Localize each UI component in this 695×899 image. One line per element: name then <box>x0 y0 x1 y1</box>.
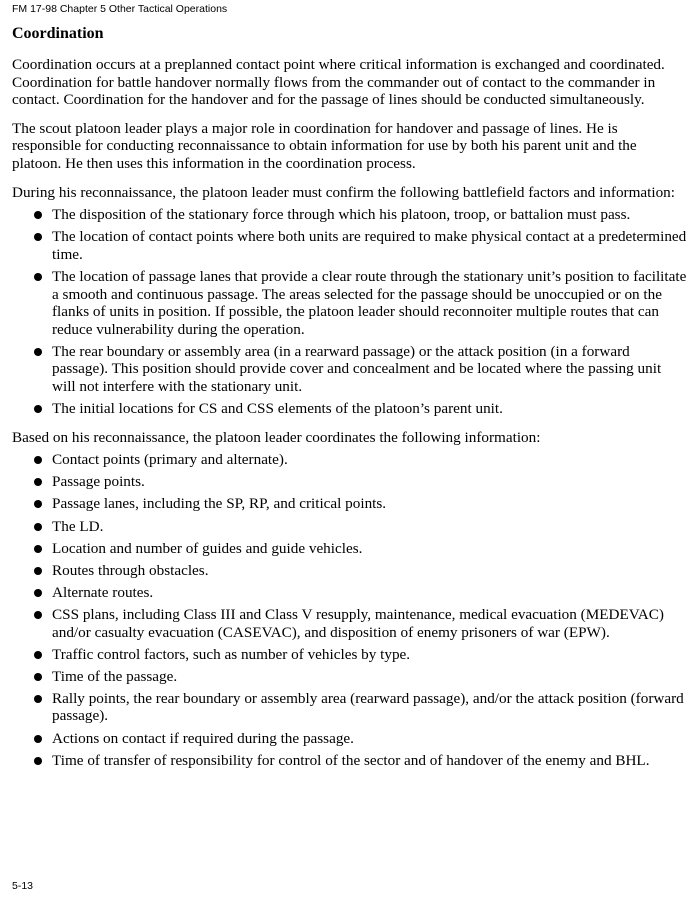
paragraph: The scout platoon leader plays a major role in coordination for handover and passage of lines. He is responsible for conducting reconnaissance to obtain information for use by both his parent unit and the platoon. He then uses this information in the coordination process. <box>12 119 637 172</box>
page-number: 5-13 <box>12 880 34 892</box>
bullet-icon <box>34 273 42 281</box>
bullet-icon <box>34 405 42 413</box>
list-item-text: Passage lanes, including the SP, RP, and critical points. <box>52 495 387 513</box>
paragraph: Coordination occurs at a preplanned contact point where critical information is exchanged and coordinated. Coordination for battle handover normally flows from the commander out of contact to the commander in contact. Coordination for the handover and for the passage of lines should be conducted simultaneously. <box>12 56 665 109</box>
list-item-text: The rear boundary or assembly area (in a rearward passage) or the attack position (in a forward passage). This position should provide cover and concealment and be located where the passing unit will not interfere with the stationary unit. <box>52 342 662 395</box>
bullet-icon <box>34 500 42 508</box>
bullet-icon <box>34 211 42 219</box>
list-item-text: The LD. <box>52 517 104 535</box>
list-item-text: The initial locations for CS and CSS elements of the platoon’s parent unit. <box>52 400 503 418</box>
document-body <box>12 24 688 780</box>
bullet-icon <box>34 233 42 241</box>
list-item <box>52 562 688 580</box>
bullet-icon <box>34 611 42 619</box>
section-title: Coordination <box>12 25 104 42</box>
list-item <box>52 518 688 536</box>
bullet-icon <box>34 735 42 743</box>
coordination-items-list <box>12 451 688 769</box>
paragraph: During his reconnaissance, the platoon leader must confirm the following battlefield factors and information: <box>12 183 675 201</box>
list-item-text: Rally points, the rear boundary or assembly area (rearward passage), and/or the attack position (forward passage). <box>52 689 684 725</box>
list-item <box>52 730 688 748</box>
list-item-text: Time of transfer of responsibility for control of the sector and of handover of the enemy and BHL. <box>52 751 650 769</box>
list-item <box>52 495 688 513</box>
bullet-icon <box>34 478 42 486</box>
bullet-icon <box>34 695 42 703</box>
list-item-text: CSS plans, including Class III and Class V resupply, maintenance, medical evacuation (MEDEVAC) and/or casualty evacuation (CASEVAC), and disposition of enemy prisoners of war (EPW). <box>52 605 664 641</box>
list-item-text: The location of passage lanes that provide a clear route through the stationary unit’s position to facilitate a smooth and continuous passage. The areas selected for the passage should be unoccupied or on the flanks of units in position. If possible, the platoon leader should reconnoiter multiple routes that can reduce vulnerability during the operation. <box>52 267 687 338</box>
list-item-text: Traffic control factors, such as number of vehicles by type. <box>52 645 411 663</box>
list-item-text: Passage points. <box>52 473 145 491</box>
list-item <box>52 668 688 686</box>
bullet-icon <box>34 348 42 356</box>
paragraph: Based on his reconnaissance, the platoon leader coordinates the following information: <box>12 428 541 446</box>
bullet-icon <box>34 567 42 575</box>
bullet-icon <box>34 673 42 681</box>
running-head: FM 17-98 Chapter 5 Other Tactical Operations <box>12 3 228 15</box>
list-item <box>52 206 688 224</box>
battlefield-factors-list <box>12 206 688 418</box>
list-item <box>52 690 688 725</box>
list-item <box>52 268 688 338</box>
bullet-icon <box>34 589 42 597</box>
list-item <box>52 606 688 641</box>
list-item <box>52 343 688 396</box>
list-item-text: Alternate routes. <box>52 583 154 601</box>
list-item-text: Time of the passage. <box>52 667 178 685</box>
bullet-icon <box>34 757 42 765</box>
list-item-text: Location and number of guides and guide vehicles. <box>52 539 363 557</box>
bullet-icon <box>34 651 42 659</box>
list-item <box>52 584 688 602</box>
list-item-text: Actions on contact if required during the passage. <box>52 729 354 747</box>
list-item <box>52 451 688 469</box>
list-item <box>52 400 688 418</box>
bullet-icon <box>34 545 42 553</box>
list-item <box>52 473 688 491</box>
bullet-icon <box>34 523 42 531</box>
list-item <box>52 646 688 664</box>
list-item <box>52 540 688 558</box>
list-item-text: Routes through obstacles. <box>52 561 209 579</box>
bullet-icon <box>34 456 42 464</box>
list-item-text: Contact points (primary and alternate). <box>52 451 288 469</box>
list-item <box>52 752 688 770</box>
list-item <box>52 228 688 263</box>
list-item-text: The disposition of the stationary force through which his platoon, troop, or battalion must pass. <box>52 206 631 224</box>
list-item-text: The location of contact points where both units are required to make physical contact at a predetermined time. <box>52 228 687 263</box>
